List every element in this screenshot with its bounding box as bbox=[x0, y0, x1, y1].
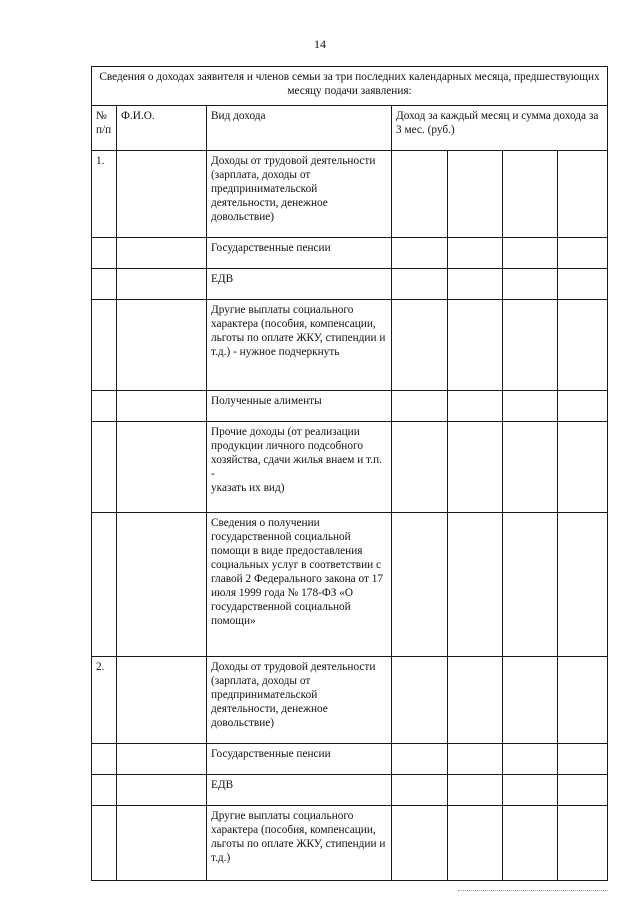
month-income-cell bbox=[503, 806, 558, 881]
row-number bbox=[92, 806, 117, 881]
page-number: 14 bbox=[314, 37, 326, 51]
row-number: 2. bbox=[92, 657, 117, 744]
month-income-cell bbox=[448, 269, 503, 300]
table-row bbox=[92, 391, 608, 422]
month-income-cell bbox=[448, 422, 503, 513]
month-income-cell bbox=[503, 151, 558, 238]
month-income-cell bbox=[448, 391, 503, 422]
total-income-cell bbox=[558, 391, 608, 422]
table-row bbox=[92, 513, 608, 657]
month-income-cell bbox=[392, 806, 448, 881]
row-number bbox=[92, 300, 117, 391]
month-income-cell bbox=[448, 238, 503, 269]
income-table bbox=[91, 66, 608, 881]
month-income-cell bbox=[503, 657, 558, 744]
caption-row bbox=[92, 67, 608, 106]
total-income-cell bbox=[558, 422, 608, 513]
row-number bbox=[92, 744, 117, 775]
month-income-cell bbox=[448, 300, 503, 391]
month-income-cell bbox=[503, 300, 558, 391]
row-number: 1. bbox=[92, 151, 117, 238]
fio-cell bbox=[117, 391, 207, 422]
row-number bbox=[92, 422, 117, 513]
income-type-cell: Полученные алименты bbox=[207, 391, 392, 422]
month-income-cell bbox=[392, 657, 448, 744]
total-income-cell bbox=[558, 744, 608, 775]
header-fio: Ф.И.О. bbox=[117, 106, 207, 151]
total-income-cell bbox=[558, 238, 608, 269]
income-type-cell: Прочие доходы (от реализации продукции личного подсобного хозяйства, сдачи жилья внаем и т.п. - указать их вид) bbox=[207, 422, 392, 513]
month-income-cell bbox=[392, 269, 448, 300]
total-income-cell bbox=[558, 513, 608, 657]
fio-cell bbox=[117, 657, 207, 744]
row-number bbox=[92, 513, 117, 657]
month-income-cell bbox=[503, 269, 558, 300]
month-income-cell bbox=[448, 151, 503, 238]
month-income-cell bbox=[503, 422, 558, 513]
total-income-cell bbox=[558, 775, 608, 806]
income-type-cell: ЕДВ bbox=[207, 269, 392, 300]
fio-cell bbox=[117, 775, 207, 806]
total-income-cell bbox=[558, 151, 608, 238]
total-income-cell bbox=[558, 806, 608, 881]
month-income-cell bbox=[448, 513, 503, 657]
fio-cell bbox=[117, 513, 207, 657]
fio-cell bbox=[117, 806, 207, 881]
fio-cell bbox=[117, 422, 207, 513]
income-type-cell: ЕДВ bbox=[207, 775, 392, 806]
income-type-cell: Доходы от трудовой деятельности (зарплата, доходы от предпринимательской деятельности, денежное довольствие) bbox=[207, 151, 392, 238]
row-number bbox=[92, 391, 117, 422]
month-income-cell bbox=[392, 391, 448, 422]
table-row bbox=[92, 806, 608, 881]
total-income-cell bbox=[558, 657, 608, 744]
month-income-cell bbox=[392, 513, 448, 657]
income-type-cell: Другие выплаты социального характера (пособия, компенсации, льготы по оплате ЖКУ, стипендии и т.д.) - нужное подчеркнуть bbox=[207, 300, 392, 391]
income-type-cell: Другие выплаты социального характера (пособия, компенсации, льготы по оплате ЖКУ, стипендии и т.д.) bbox=[207, 806, 392, 881]
fio-cell bbox=[117, 269, 207, 300]
month-income-cell bbox=[448, 657, 503, 744]
table-row bbox=[92, 775, 608, 806]
table-row bbox=[92, 657, 608, 744]
header-num: № п/п bbox=[92, 106, 117, 151]
month-income-cell bbox=[448, 775, 503, 806]
income-type-cell: Сведения о получении государственной социальной помощи в виде предоставления социальных услуг в соответствии с главой 2 Федерального закона от 17 июля 1999 года № 178-ФЗ «О государственной социальной помощи» bbox=[207, 513, 392, 657]
month-income-cell bbox=[448, 744, 503, 775]
month-income-cell bbox=[503, 775, 558, 806]
total-income-cell bbox=[558, 269, 608, 300]
row-number bbox=[92, 269, 117, 300]
table-row bbox=[92, 238, 608, 269]
table-caption: Сведения о доходах заявителя и членов семьи за три последних календарных месяца, предшествующих месяцу подачи заявления: bbox=[92, 67, 608, 106]
table-row bbox=[92, 269, 608, 300]
fio-cell bbox=[117, 300, 207, 391]
header-income: Доход за каждый месяц и сумма дохода за 3 мес. (руб.) bbox=[392, 106, 608, 151]
month-income-cell bbox=[392, 422, 448, 513]
table-row bbox=[92, 151, 608, 238]
month-income-cell bbox=[392, 238, 448, 269]
fio-cell bbox=[117, 151, 207, 238]
month-income-cell bbox=[392, 744, 448, 775]
fio-cell bbox=[117, 744, 207, 775]
header-row bbox=[92, 106, 608, 151]
footer-mark bbox=[458, 890, 608, 891]
header-kind: Вид дохода bbox=[207, 106, 392, 151]
table-row bbox=[92, 422, 608, 513]
month-income-cell bbox=[392, 775, 448, 806]
month-income-cell bbox=[503, 238, 558, 269]
table-row bbox=[92, 744, 608, 775]
month-income-cell bbox=[448, 806, 503, 881]
table-row bbox=[92, 300, 608, 391]
month-income-cell bbox=[392, 151, 448, 238]
month-income-cell bbox=[392, 300, 448, 391]
income-type-cell: Доходы от трудовой деятельности (зарплата, доходы от предпринимательской деятельности, денежное довольствие) bbox=[207, 657, 392, 744]
month-income-cell bbox=[503, 391, 558, 422]
income-type-cell: Государственные пенсии bbox=[207, 744, 392, 775]
total-income-cell bbox=[558, 300, 608, 391]
row-number bbox=[92, 238, 117, 269]
month-income-cell bbox=[503, 513, 558, 657]
income-type-cell: Государственные пенсии bbox=[207, 238, 392, 269]
month-income-cell bbox=[503, 744, 558, 775]
fio-cell bbox=[117, 238, 207, 269]
row-number bbox=[92, 775, 117, 806]
